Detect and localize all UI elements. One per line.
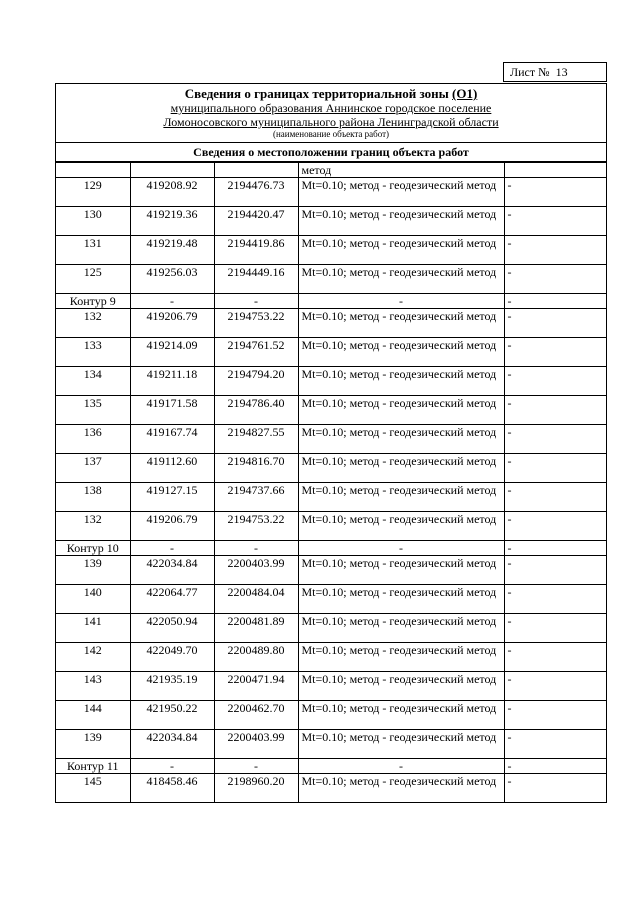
cell-x: 419211.18 (130, 367, 214, 396)
cell-y: - (214, 541, 298, 556)
cell-y: 2194794.20 (214, 367, 298, 396)
cell-method: Mt=0.10; метод - геодезический метод (298, 338, 504, 367)
cell-y: 2200462.70 (214, 701, 298, 730)
cell-method: Mt=0.10; метод - геодезический метод (298, 309, 504, 338)
contour-row (56, 541, 606, 556)
document-frame (55, 83, 607, 803)
cell-description: - (504, 643, 606, 672)
cell-y: 2194786.40 (214, 396, 298, 425)
cell-description: - (504, 294, 606, 309)
cell-description: - (504, 759, 606, 774)
cell-method: Mt=0.10; метод - геодезический метод (298, 367, 504, 396)
cell-description: - (504, 774, 606, 803)
cell-point: 134 (56, 367, 130, 396)
cell-x: - (130, 759, 214, 774)
cell-y: 2194737.66 (214, 483, 298, 512)
object-caption: (наименование объекта работ) (272, 129, 390, 139)
cell-x: - (130, 294, 214, 309)
cell-method: Mt=0.10; метод - геодезический метод (298, 614, 504, 643)
cell-x: 419112.60 (130, 454, 214, 483)
coordinates-table (56, 162, 606, 803)
cell-point: 132 (56, 309, 130, 338)
cell-y: 2200484.04 (214, 585, 298, 614)
sheet-number-box (503, 62, 607, 82)
cell-method: Mt=0.10; метод - геодезический метод (298, 396, 504, 425)
cell-point: Контур 11 (56, 759, 130, 774)
cell-x: 419208.92 (130, 178, 214, 207)
cell-point: Контур 10 (56, 541, 130, 556)
cell-x (130, 163, 214, 178)
cell-x: 419127.15 (130, 483, 214, 512)
cell-description: - (504, 730, 606, 759)
cell-y: - (214, 294, 298, 309)
cell-description: - (504, 541, 606, 556)
cell-point: 145 (56, 774, 130, 803)
cell-method: Mt=0.10; метод - геодезический метод (298, 556, 504, 585)
cell-method: Mt=0.10; метод - геодезический метод (298, 425, 504, 454)
zone-title-prefix: Сведения о границах территориальной зоны (184, 86, 453, 101)
cell-point: 139 (56, 730, 130, 759)
cell-point: 129 (56, 178, 130, 207)
cell-description: - (504, 585, 606, 614)
cell-x: 419219.48 (130, 236, 214, 265)
document-header (56, 84, 606, 143)
cell-point: 138 (56, 483, 130, 512)
cell-y: 2194761.52 (214, 338, 298, 367)
cell-point: 137 (56, 454, 130, 483)
zone-title (56, 86, 606, 101)
cell-description: - (504, 556, 606, 585)
cell-description (504, 163, 606, 178)
cell-method: Mt=0.10; метод - геодезический метод (298, 585, 504, 614)
cell-x: 419171.58 (130, 396, 214, 425)
cell-method: - (298, 294, 504, 309)
cell-y: 2200471.94 (214, 672, 298, 701)
cell-y: 2194420.47 (214, 207, 298, 236)
point-row (56, 701, 606, 730)
cell-point: 135 (56, 396, 130, 425)
point-row (56, 614, 606, 643)
municipality-line: муниципального образования Аннинское городское поселение (170, 101, 492, 115)
cell-description: - (504, 396, 606, 425)
cell-x: 422034.84 (130, 730, 214, 759)
point-row (56, 309, 606, 338)
cell-method: Mt=0.10; метод - геодезический метод (298, 236, 504, 265)
coordinates-table-body (56, 163, 606, 803)
cell-y: 2194753.22 (214, 512, 298, 541)
cell-x: 419214.09 (130, 338, 214, 367)
point-row (56, 483, 606, 512)
sheet-label: Лист № (510, 64, 550, 79)
cell-point: 133 (56, 338, 130, 367)
cell-y: 2198960.20 (214, 774, 298, 803)
point-row (56, 512, 606, 541)
contour-row (56, 294, 606, 309)
point-row (56, 672, 606, 701)
point-row (56, 367, 606, 396)
cell-method: Mt=0.10; метод - геодезический метод (298, 512, 504, 541)
cell-point (56, 163, 130, 178)
cell-point: Контур 9 (56, 294, 130, 309)
cell-x: 422049.70 (130, 643, 214, 672)
cell-method: Mt=0.10; метод - геодезический метод (298, 265, 504, 294)
cell-method: Mt=0.10; метод - геодезический метод (298, 672, 504, 701)
cell-y: 2194449.16 (214, 265, 298, 294)
cell-y: - (214, 759, 298, 774)
point-row (56, 265, 606, 294)
point-row (56, 454, 606, 483)
cell-point: 143 (56, 672, 130, 701)
continuation-row (56, 163, 606, 178)
cell-description: - (504, 701, 606, 730)
point-row (56, 585, 606, 614)
cell-point: 131 (56, 236, 130, 265)
cell-description: - (504, 672, 606, 701)
cell-y: 2194753.22 (214, 309, 298, 338)
cell-x: 419167.74 (130, 425, 214, 454)
point-row (56, 556, 606, 585)
cell-description: - (504, 236, 606, 265)
cell-x: 419206.79 (130, 512, 214, 541)
cell-y: 2194816.70 (214, 454, 298, 483)
cell-y: 2200481.89 (214, 614, 298, 643)
cell-description: - (504, 367, 606, 396)
cell-x: 421935.19 (130, 672, 214, 701)
point-row (56, 178, 606, 207)
cell-description: - (504, 454, 606, 483)
cell-y: 2194419.86 (214, 236, 298, 265)
cell-x: 422050.94 (130, 614, 214, 643)
cell-x: 419219.36 (130, 207, 214, 236)
point-row (56, 425, 606, 454)
cell-method: метод (298, 163, 504, 178)
cell-description: - (504, 265, 606, 294)
cell-method: - (298, 541, 504, 556)
cell-point: 144 (56, 701, 130, 730)
cell-method: - (298, 759, 504, 774)
cell-description: - (504, 483, 606, 512)
cell-x: 418458.46 (130, 774, 214, 803)
cell-x: 422034.84 (130, 556, 214, 585)
cell-x: 419256.03 (130, 265, 214, 294)
cell-description: - (504, 614, 606, 643)
cell-point: 136 (56, 425, 130, 454)
cell-method: Mt=0.10; метод - геодезический метод (298, 454, 504, 483)
district-line: Ломоносовского муниципального района Ленинградской области (163, 115, 499, 129)
cell-point: 130 (56, 207, 130, 236)
cell-method: Mt=0.10; метод - геодезический метод (298, 730, 504, 759)
cell-x: 421950.22 (130, 701, 214, 730)
point-row (56, 236, 606, 265)
cell-y: 2200403.99 (214, 730, 298, 759)
contour-row (56, 759, 606, 774)
cell-description: - (504, 309, 606, 338)
cell-y: 2194827.55 (214, 425, 298, 454)
cell-method: Mt=0.10; метод - геодезический метод (298, 643, 504, 672)
cell-point: 132 (56, 512, 130, 541)
sheet-number: 13 (555, 64, 568, 79)
cell-method: Mt=0.10; метод - геодезический метод (298, 207, 504, 236)
cell-point: 140 (56, 585, 130, 614)
point-row (56, 774, 606, 803)
cell-description: - (504, 512, 606, 541)
cell-method: Mt=0.10; метод - геодезический метод (298, 774, 504, 803)
cell-method: Mt=0.10; метод - геодезический метод (298, 701, 504, 730)
cell-method: Mt=0.10; метод - геодезический метод (298, 483, 504, 512)
cell-description: - (504, 178, 606, 207)
cell-point: 141 (56, 614, 130, 643)
cell-method: Mt=0.10; метод - геодезический метод (298, 178, 504, 207)
point-row (56, 643, 606, 672)
cell-y: 2194476.73 (214, 178, 298, 207)
point-row (56, 207, 606, 236)
point-row (56, 730, 606, 759)
zone-code: (О1) (452, 86, 478, 101)
cell-y (214, 163, 298, 178)
cell-description: - (504, 425, 606, 454)
cell-point: 139 (56, 556, 130, 585)
cell-point: 142 (56, 643, 130, 672)
cell-x: 422064.77 (130, 585, 214, 614)
cell-y: 2200403.99 (214, 556, 298, 585)
cell-x: 419206.79 (130, 309, 214, 338)
cell-y: 2200489.80 (214, 643, 298, 672)
section-title: Сведения о местоположении границ объекта работ (56, 143, 606, 162)
cell-x: - (130, 541, 214, 556)
cell-description: - (504, 338, 606, 367)
cell-description: - (504, 207, 606, 236)
point-row (56, 338, 606, 367)
cell-point: 125 (56, 265, 130, 294)
point-row (56, 396, 606, 425)
